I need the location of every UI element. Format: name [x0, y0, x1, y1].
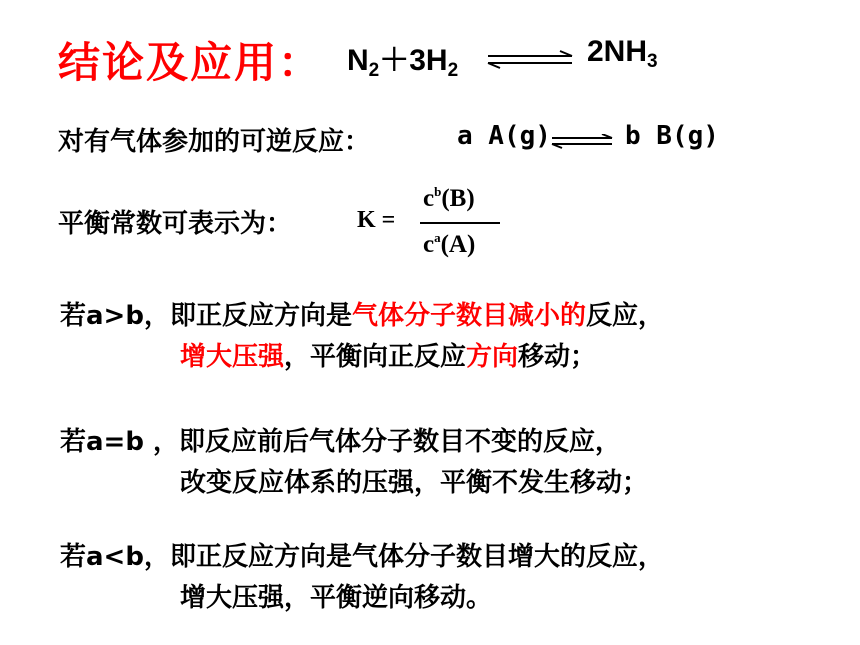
- nitrogen-symbol: N: [347, 44, 369, 77]
- equation-reactants: [347, 35, 458, 82]
- nitrogen-subscript: 2: [368, 60, 380, 81]
- case2-line1: 若a=b ，即反应前后气体分子数目不变的反应，: [60, 427, 621, 457]
- numerator-exponent: b: [434, 184, 442, 199]
- reversible-arrow-icon: [550, 134, 614, 150]
- case1-end: 移动；: [518, 342, 597, 372]
- reactant-a: a A(g): [457, 121, 551, 151]
- k-symbol: K =: [357, 207, 396, 233]
- case1-increase-pressure: 增大压强: [180, 342, 285, 372]
- hydrogen-subscript: 2: [447, 60, 459, 81]
- equation-product: [587, 35, 658, 73]
- case1-suffix: 反应，: [585, 301, 664, 331]
- numerator-c: c: [423, 185, 435, 212]
- numerator-species: (B): [441, 185, 475, 212]
- case1-prefix: 若a>b，即正反应方向是: [60, 301, 352, 331]
- reversible-label: 对有气体参加的可逆反应：: [58, 127, 371, 157]
- denominator: [423, 230, 475, 259]
- denominator-species: (A): [440, 231, 476, 258]
- case3-line1: 若a<b，即正反应方向是气体分子数目增大的反应，: [60, 542, 664, 572]
- denominator-c: c: [423, 231, 435, 258]
- case3-line2: 增大压强，平衡逆向移动。: [180, 583, 493, 613]
- case1-highlight: 气体分子数目减小的: [351, 301, 586, 331]
- hydrogen-term: ＋3H: [379, 44, 448, 77]
- case1-shift-text: ，平衡向正反应: [284, 342, 467, 372]
- numerator: [423, 184, 475, 213]
- case1-direction: 方向: [466, 342, 519, 372]
- denominator-exponent: a: [434, 230, 441, 245]
- case2-line2: 改变反应体系的压强，平衡不发生移动；: [180, 468, 649, 498]
- equilibrium-arrow-icon: [486, 50, 574, 70]
- page-title: 结论及应用：: [58, 38, 323, 87]
- fraction-bar: [420, 222, 500, 224]
- constant-label: 平衡常数可表示为：: [58, 209, 293, 239]
- ammonia-symbol: 2NH: [587, 35, 648, 68]
- case1-line2: [180, 336, 596, 373]
- product-b: b B(g): [625, 121, 719, 151]
- case1-line1: [60, 295, 664, 332]
- ammonia-subscript: 3: [647, 51, 658, 72]
